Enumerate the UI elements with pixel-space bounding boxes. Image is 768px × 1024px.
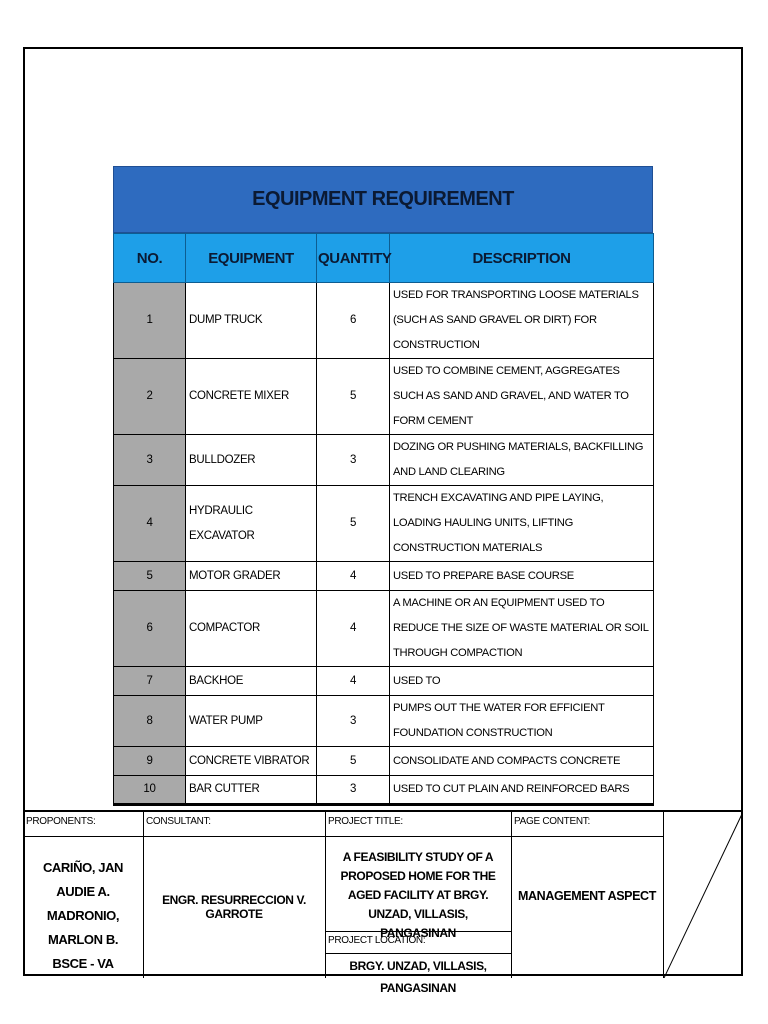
proponents-list	[23, 856, 143, 976]
equipment-table-container	[113, 166, 653, 806]
table-row	[114, 562, 654, 591]
row-equipment: WATER PUMP	[186, 696, 317, 747]
table-row	[114, 359, 654, 435]
header-description: DESCRIPTION	[390, 234, 654, 283]
row-no: 9	[114, 747, 186, 776]
row-equipment: CONCRETE VIBRATOR	[186, 747, 317, 776]
row-quantity: 3	[317, 696, 390, 747]
project-title: A FEASIBILITY STUDY OF A PROPOSED HOME FOR THE AGED FACILITY AT BRGY. UNZAD, VILLASIS, PANGASINAN	[340, 850, 496, 940]
table-row	[114, 696, 654, 747]
equipment-table	[113, 233, 654, 806]
table-title: EQUIPMENT REQUIREMENT	[113, 166, 653, 233]
project-location-label: PROJECT LOCATION:	[328, 935, 426, 946]
table-row	[114, 776, 654, 805]
row-quantity: 3	[317, 435, 390, 486]
row-equipment: BACKHOE	[186, 667, 317, 696]
row-description: USED TO COMBINE CEMENT, AGGREGATES SUCH AS SAND AND GRAVEL, AND WATER TO FORM CEMENT	[390, 359, 654, 435]
page-content-label: PAGE CONTENT:	[514, 816, 590, 827]
row-no: 10	[114, 776, 186, 805]
row-quantity: 4	[317, 667, 390, 696]
project-location: BRGY. UNZAD, VILLASIS, PANGASINAN	[349, 959, 487, 995]
proponents-label: PROPONENTS:	[26, 816, 96, 827]
row-quantity: 5	[317, 747, 390, 776]
row-description: USED TO	[390, 667, 654, 696]
header-no: NO.	[114, 234, 186, 283]
project-title-label: PROJECT TITLE:	[328, 816, 403, 827]
row-no: 3	[114, 435, 186, 486]
row-description: A MACHINE OR AN EQUIPMENT USED TO REDUCE THE SIZE OF WASTE MATERIAL OR SOIL THROUGH COMPACTION	[390, 591, 654, 667]
table-row	[114, 283, 654, 359]
row-quantity: 5	[317, 359, 390, 435]
row-quantity: 6	[317, 283, 390, 359]
consultant-label: CONSULTANT:	[146, 816, 211, 827]
row-equipment: COMPACTOR	[186, 591, 317, 667]
row-description: USED TO PREPARE BASE COURSE	[390, 562, 654, 591]
row-no: 7	[114, 667, 186, 696]
row-description: USED FOR TRANSPORTING LOOSE MATERIALS (SUCH AS SAND GRAVEL OR DIRT) FOR CONSTRUCTION	[390, 283, 654, 359]
row-no: 8	[114, 696, 186, 747]
row-equipment: BAR CUTTER	[186, 776, 317, 805]
row-no: 5	[114, 562, 186, 591]
table-row	[114, 486, 654, 562]
row-description: DOZING OR PUSHING MATERIALS, BACKFILLING AND LAND CLEARING	[390, 435, 654, 486]
row-quantity: 4	[317, 591, 390, 667]
proponent-name: MADRONIO, MARLON B.	[46, 908, 120, 947]
row-no: 2	[114, 359, 186, 435]
table-row	[114, 667, 654, 696]
row-description: CONSOLIDATE AND COMPACTS CONCRETE	[390, 747, 654, 776]
table-header-row	[114, 234, 654, 283]
proponent-name: CARIÑO, JAN AUDIE A.	[42, 860, 124, 899]
consultant-name: ENGR. RESURRECCION V. GARROTE	[162, 893, 306, 921]
row-equipment: DUMP TRUCK	[186, 283, 317, 359]
table-row	[114, 591, 654, 667]
row-quantity: 4	[317, 562, 390, 591]
row-no: 4	[114, 486, 186, 562]
row-equipment: HYDRAULIC EXCAVATOR	[186, 486, 317, 562]
proponent-course: BSCE - VA	[52, 956, 114, 971]
title-block	[23, 810, 743, 995]
table-row	[114, 435, 654, 486]
table-row	[114, 747, 654, 776]
row-equipment: MOTOR GRADER	[186, 562, 317, 591]
row-quantity: 3	[317, 776, 390, 805]
row-no: 6	[114, 591, 186, 667]
divider	[325, 953, 511, 954]
page-content: MANAGEMENT ASPECT	[518, 889, 656, 903]
row-description: PUMPS OUT THE WATER FOR EFFICIENT FOUNDATION CONSTRUCTION	[390, 696, 654, 747]
row-equipment: CONCRETE MIXER	[186, 359, 317, 435]
row-description: USED TO CUT PLAIN AND REINFORCED BARS	[390, 776, 654, 805]
row-equipment: BULLDOZER	[186, 435, 317, 486]
header-equipment: EQUIPMENT	[186, 234, 317, 283]
diagonal-slash	[664, 812, 743, 978]
row-quantity: 5	[317, 486, 390, 562]
row-no: 1	[114, 283, 186, 359]
row-description: TRENCH EXCAVATING AND PIPE LAYING, LOADING HAULING UNITS, LIFTING CONSTRUCTION MATERIALS	[390, 486, 654, 562]
header-quantity: QUANTITY	[317, 234, 390, 283]
